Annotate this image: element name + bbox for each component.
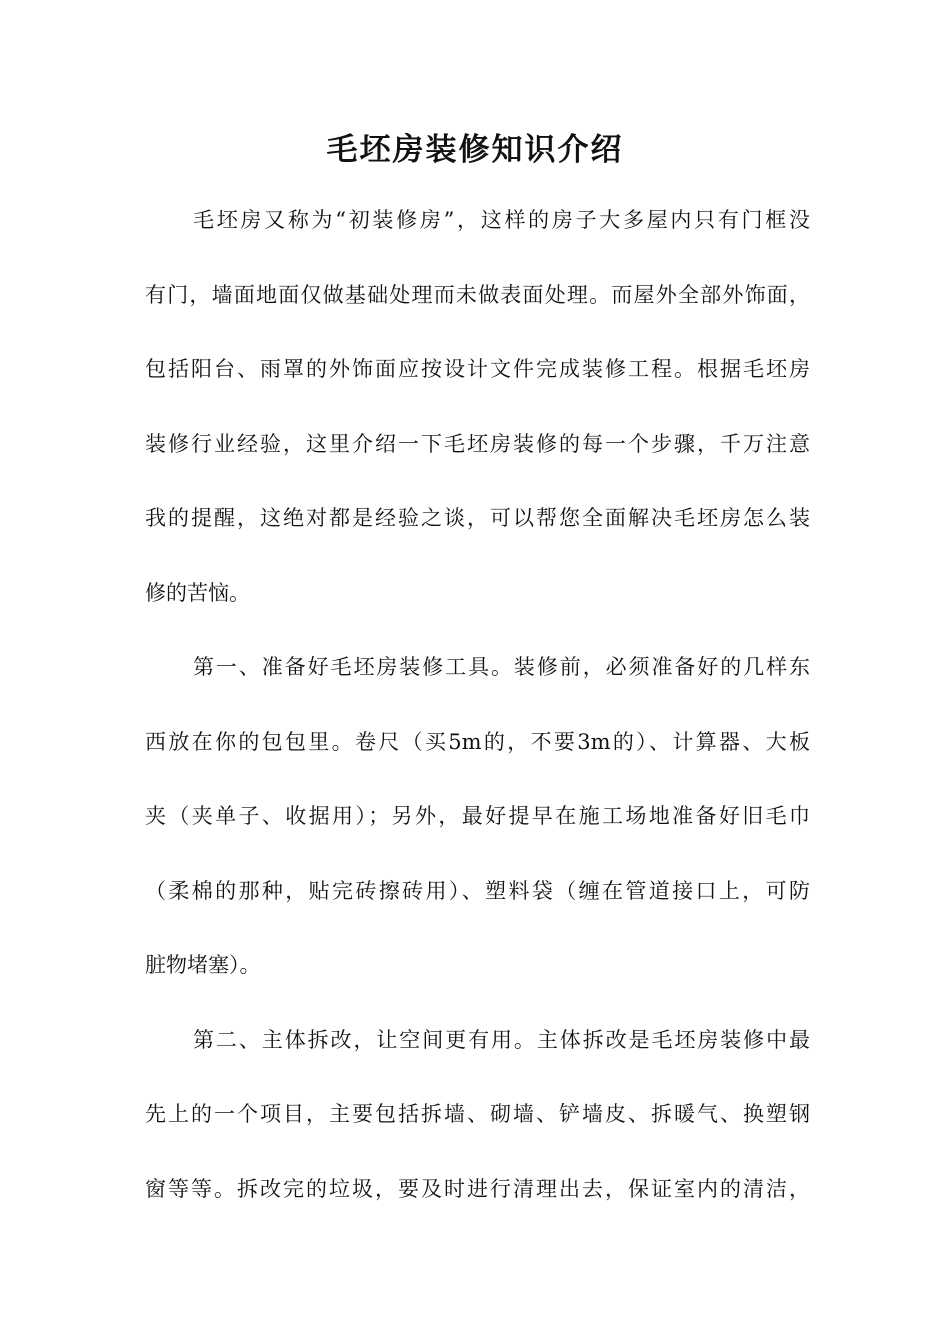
- text-line: 西放在你的包包里。卷尺（买5m的，不要3m的）、计算器、大板: [145, 729, 810, 754]
- text-line: 第一、准备好毛坯房装修工具。装修前，必须准备好的几样东: [193, 655, 810, 679]
- text-line: 先上的一个项目，主要包括拆墙、砌墙、铲墙皮、拆暖气、换塑钢: [145, 1102, 810, 1126]
- text-line: 毛坯房又称为“初装修房”，这样的房子大多屋内只有门框没: [193, 208, 810, 232]
- text-line: 夹（夹单子、收据用）；另外，最好提早在施工场地准备好旧毛巾: [145, 804, 810, 828]
- document-body: [145, 196, 810, 1239]
- text-line: 窗等等。拆改完的垃圾，要及时进行清理出去，保证室内的清洁，: [145, 1176, 810, 1201]
- text-line: 有门，墙面地面仅做基础处理而未做表面处理。而屋外全部外饰面，: [145, 282, 810, 307]
- text-line: 我的提醒，这绝对都是经验之谈，可以帮您全面解决毛坯房怎么装: [145, 506, 810, 530]
- text-line: （柔棉的那种，贴完砖擦砖用）、塑料袋（缠在管道接口上，可防: [145, 878, 810, 903]
- document-title: 毛坯房装修知识介绍: [326, 132, 624, 168]
- text-line: 装修行业经验，这里介绍一下毛坯房装修的每一个步骤，千万注意: [145, 431, 810, 456]
- text-line: 修的苦恼。: [145, 580, 250, 605]
- text-line: 包括阳台、雨罩的外饰面应按设计文件完成装修工程。根据毛坯房: [145, 357, 810, 381]
- text-line: 脏物堵塞）。: [145, 953, 261, 977]
- text-line: 第二、主体拆改，让空间更有用。主体拆改是毛坯房装修中最: [193, 1027, 810, 1052]
